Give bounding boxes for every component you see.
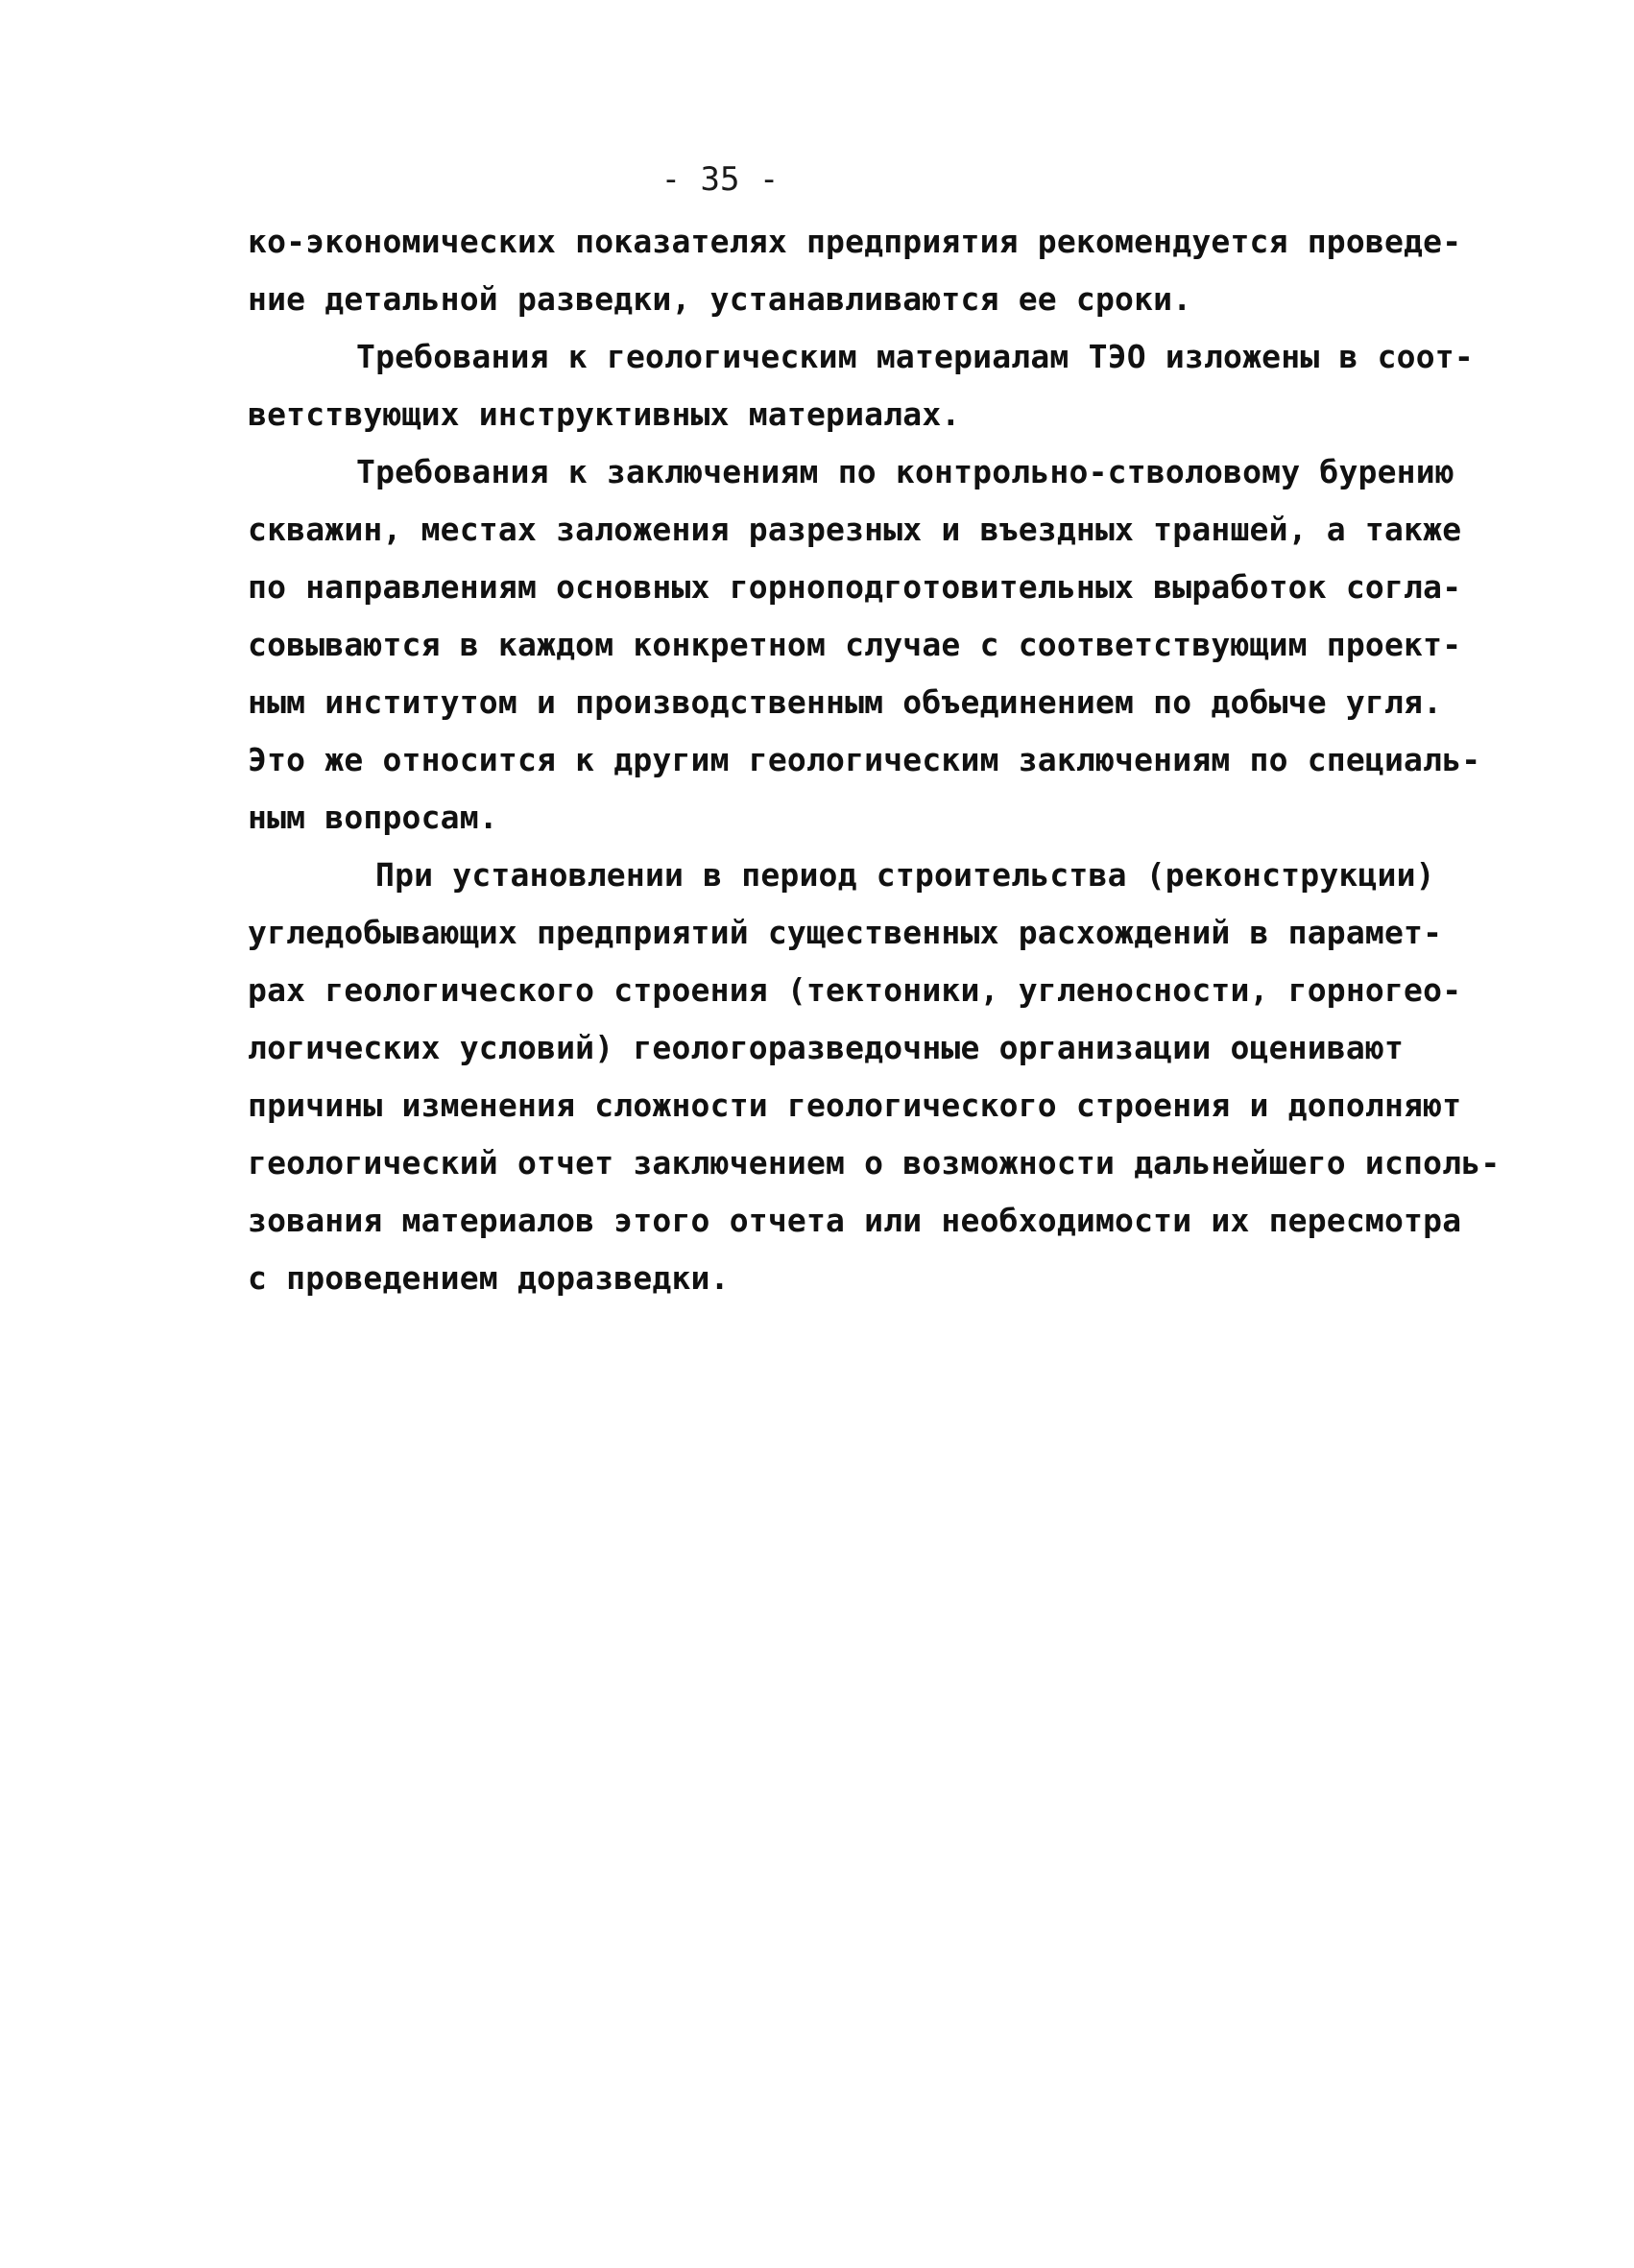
paragraph-start-line: При установлении в период строительства (реконструкции) (375, 856, 1435, 894)
text-line: рах геологического строения (тектоники, угленосности, горногео- (248, 971, 1462, 1009)
text-line: Это же относится к другим геологическим заключениям по специаль- (248, 741, 1481, 778)
text-line: угледобывающих предприятий существенных расхождений в парамет- (248, 914, 1443, 951)
paragraph-start-line: Требования к геологическим материалам ТЭО изложены в соот- (356, 338, 1474, 375)
paragraph-start-line: Требования к заключениям по контрольно-стволовому бурению (356, 453, 1454, 490)
text-line: ным вопросам. (248, 799, 498, 836)
text-line: причины изменения сложности геологического строения и дополняют (248, 1086, 1462, 1124)
text-line: логических условий) геологоразведочные организации оценивают (248, 1029, 1405, 1066)
text-line: совываются в каждом конкретном случае с соответствующим проект- (248, 626, 1462, 663)
text-line: ветствующих инструктивных материалах. (248, 395, 961, 433)
text-line: ным институтом и производственным объединением по добыче угля. (248, 683, 1443, 721)
text-line: ние детальной разведки, устанавливаются ее сроки. (248, 280, 1192, 318)
text-line: скважин, местах заложения разрезных и въездных траншей, а также (248, 511, 1462, 548)
text-line: по направлениям основных горноподготовительных выработок согла- (248, 568, 1462, 606)
page-number: - 35 - (661, 160, 780, 199)
text-line: с проведением доразведки. (248, 1259, 730, 1297)
text-line: зования материалов этого отчета или необходимости их пересмотра (248, 1202, 1462, 1239)
text-line: геологический отчет заключением о возможности дальнейшего исполь- (248, 1144, 1501, 1182)
body-text (248, 213, 1501, 1307)
text-line: ко-экономических показателях предприятия рекомендуется проведе- (248, 223, 1462, 260)
